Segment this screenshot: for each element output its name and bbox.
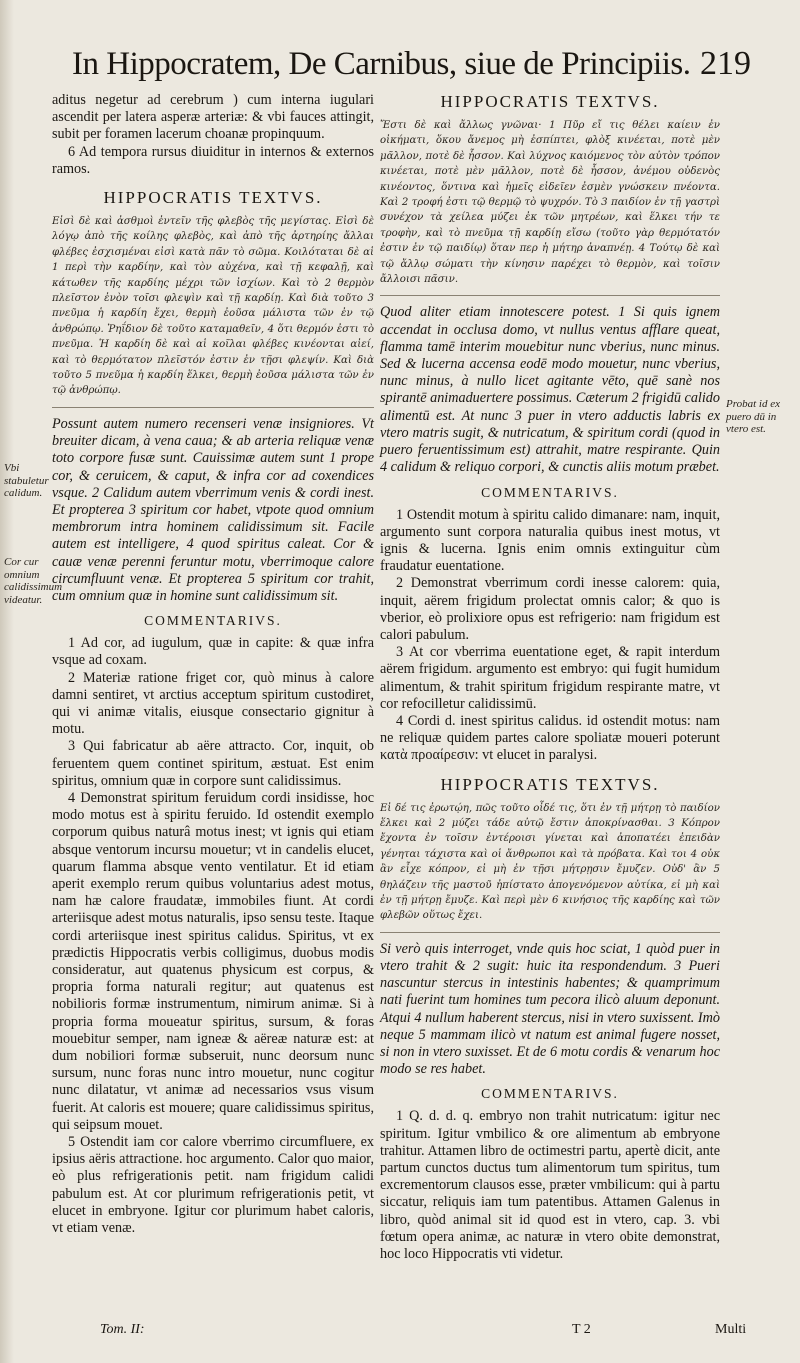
commentary-2-item-2: 2 Demonstrat vberrimum cordi inesse calorem: quia, inquit, aërem frigidum prolectat omnis calor; & quo is vberior, eò prolixiore opus est refrigerio: nam frigidum est calori pabulum. xyxy=(380,575,720,643)
commentary-1-item-2: 2 Materiæ ratione friget cor, quò minus à calore damni sentiret, vt arctius acceptum spiritum custodiret, qui vi animæ vitalis, eiusque consectario gignitur à motu. xyxy=(52,669,374,738)
running-head: In Hippocratem, De Carnibus, siue de Principiis. xyxy=(72,46,691,82)
latin-translation-3: Si verò quis interroget, vnde quis hoc sciat, 1 quòd puer in vtero trahit & 2 sugit: huic ita respondendum. 3 Pueri nascuntur stercus in intestinis habentes; & quamprimum nati fuerint tum homines tum pecora ilicò aluum deponunt. Atqui 4 nullum haberent stercus, nisi in vtero suxissent. Imò neque 5 mammam ilicò vt natum est animal fugere nosset, si non in vtero suxisset. Et de 6 motu cordis & venarum hoc modo se res habet. xyxy=(380,940,720,1078)
footer-catchword: Multi xyxy=(715,1322,747,1337)
divider-rule xyxy=(52,407,374,408)
commentary-heading-2: COMMENTARIVS. xyxy=(481,484,619,500)
commentary-1-item-4: 4 Demonstrat spiritum feruidum cordi insidisse, hoc modo motus est à spiritu feruido. Id ostendit exemplo corporum quibus naturâ motus inest; vt ignis qui etiam absque ventorum incursu mouetur; vt in candelis elucet, quarum flamma absque vento ventilatur. Et id etiam aperit exemplo rerum quibus voluntarius adest motus, nam hæ calore fraudatæ, immobiles fiunt. At cordi arteriisque adest motus naturalis, ipso sensu teste. Itaque cordi arteriisque inest spiritus calidus. Spiritus, vt ex prædictis Hippocratis verbis colligimus, duobus modis consideratur, aut quatenus physicum est corpus, & propria forma naturali regitur; aut quatenus est nobilioris formæ instrumentum, nimirum animæ. Si à propria forma moueatur spiritus, sursum, & foras mouebitur semper, nam igneæ & aëreæ naturæ est: at dum nobiliori formæ subseruit, nunc deorsum nunc sursum, nunc foras nunc intro mouetur, nunc cogitur nunc dilatatur, vt animæ ad necessarios vsus visum fuerit. At caloris est mouere; quare calidissimus spiritus, qui seipsum mouet. xyxy=(52,789,374,1133)
greek-text-2: Ἔστι δὲ καὶ ἄλλως γνῶναι· 1 Πῦρ εἴ τις θέλει καίειν ἐν οἰκήματι, ὅκου ἄνεμος μὴ ἐσπίπτει, φλὸξ κινέεται, ποτὲ μὲν μᾶλλον, ποτὲ δὲ ἧσσον. Καὶ λύχνος καιόμενος τὸν αὐτὸν τρόπον κινέεται, ποτὲ μὲν μᾶλλον, ποτὲ δὲ ἧσσον, ἀνέμου οὐδενὸς κινέοντος, ὅντινα καὶ ἡμεῖς εἰδεῖεν ἐσμὲν γνώσκειν πνέοντα. Καὶ 2 τροφή ἐστι τῷ θερμῷ τὸ ψυχρόν. Τὸ 3 παιδίον ἐν τῇ γαστρὶ συνέχον τὰ χείλεα μύζει ἐκ τῶν μητρέων, καὶ ἕλκει τήν τε τροφὴν, καὶ τὸ πνεῦμα τῇ καρδίῃ εἴσω (τοῦτο γὰρ θερμότατόν ἐστιν ἐν τῷ παιδίῳ) ὅταν περ ἡ μήτηρ ἀναπνέῃ. 4 Τούτῳ δὲ καὶ τῷ ἄλλῳ σώματι τὴν κίνησιν παρέχει τὸ θερμὸν, καὶ τοῖσιν ἄλλοισι πᾶσιν. xyxy=(380,120,720,286)
margin-note-right-a: Probat id ex puero dū in vtero est. xyxy=(726,398,780,435)
intro-text: aditus negetur ad cerebrum ) cum interna iugulari ascendit per latera asperæ arteriæ: & vbi fauces attingit, subit per foramen lacerum choanæ propinquum. xyxy=(52,92,374,143)
commentary-2-item-1: 1 Ostendit motum à spiritu calido dimanare: nam, inquit, argumento sunt corpora naturalia quibus inest motus, vt ignis & lucerna. Ignis enim omnis extinguitur cùm fraudatur euentatione. xyxy=(380,506,720,575)
margin-note-left-a: Vbi stabuletur calidum. xyxy=(4,462,49,499)
page-number: 219 xyxy=(700,45,751,82)
commentary-2-item-4: 4 Cordi d. inest spiritus calidus. id ostendit motus: nam ne reliquæ quidem partes calore spoliatæ moueri poterunt κατὰ προαίρεσιν: vt elucet in paralysi. xyxy=(380,712,720,764)
commentary-3-item-1: 1 Q. d. d. q. embryo non trahit nutricatum: igitur nec spiritum. Igitur vmbilico & ore alimentum ab embryone trahitur. Attamen libro de octimestri partu, apertè dicit, ante partum cunctos ductus tum alimentorum tum spiritus, tum excrementorum clausos esse, præter vmbilicum: qui à partu siccatur, reliquis iam tum patentibus. Attamen Galenus in libro, quòd animal sit id quod est in vtero, cap. 3. vbi fœtum opera animæ, ac naturæ in vtero obite demonstrat, hoc loco Hippocratis vti videtur. xyxy=(380,1108,720,1263)
footer-volume: Tom. II: xyxy=(100,1322,145,1337)
commentary-heading-3: COMMENTARIVS. xyxy=(481,1086,619,1102)
divider-rule xyxy=(380,295,720,296)
greek-text-3: Εἰ δέ τις ἐρωτῴη, πῶς τοῦτο οἶδέ τις, ὅτι ἐν τῇ μήτρῃ τὸ παιδίον ἕλκει καὶ 2 μύζει τάδε αὐτῷ ἔστιν ἀποκρίνασθαι. 3 Κόπρον ἔχοντα ἐν τοῖσιν ἐντέροισι γίνεται καὶ ἀποπατέει ἐπειδὰν γένηται τάχιστα καὶ οἱ ἄνθρωποι καὶ τὰ πρόβατα. Καὶ τοι 4 οὐκ ἂν εἶχε κόπρον, εἰ μὴ ἐν τῇσι μήτρῃσιν ἔμυζεν. Οὐδ' ἂν 5 θηλάζειν τῆς μαστοῦ ἠπίστατο ἀπογενόμενον αὐτίκα, εἰ μὴ καὶ ἐν τῇ μήτρῃ ἔμυζε. Καὶ περὶ μὲν 6 κινήσιος τῆς καρδίης καὶ τῶν φλεβῶν οὕτως ἔχει. xyxy=(380,802,720,922)
commentary-1-item-1: 1 Ad cor, ad iugulum, quæ in capite: & quæ infra vsque ad coxam. xyxy=(52,635,374,669)
commentary-1-item-5: 5 Ostendit iam cor calore vberrimo circumfluere, ex ipsius aëris attractione. hoc argumento. Calor quo maior, eò plus refrigerationis petit. nam frigidum calidi pabulum est. At cor plurimum refrigerationis petit, vt elucet in embryone. Igitur cor plurimum habet caloris, vt etiam venæ. xyxy=(52,1134,374,1237)
divider-rule xyxy=(380,932,720,933)
intro-item-6: 6 Ad tempora rursus diuiditur in internos & externos ramos. xyxy=(52,143,374,177)
right-column xyxy=(380,92,720,1263)
footer-signature: T 2 xyxy=(572,1322,591,1337)
section-heading-3: HIPPOCRATIS TEXTVS. xyxy=(440,774,660,794)
greek-text-1: Εἰσὶ δὲ καὶ ἀσθμοὶ ἐντεῖν τῆς φλεβὸς τῆς μεγίστας. Εἰσὶ δὲ λόγῳ ἀπὸ τῆς κοίλης φλεβὸς, καὶ ἀπὸ τῆς ἀρτηρίης ἄλλαι φλέβες ἐσχισμέναι εἰσὶ κατὰ πᾶν τὸ σῶμα. Κοιλόταται δὲ αἱ 1 περὶ τὴν καρδίην, καὶ τὸν αὐχένα, καὶ τῇ κεφαλῇ, καὶ κάτωθεν τῆς καρδίης μέχρι τῶν ἰσχίων. Καὶ τὸ 2 θερμὸν πλεῖστον ἐνὸν τοῖσι φλεψὶν καὶ τῇ καρδίῃ. Καὶ διὰ τοῦτο 3 πνεῦμα ἡ καρδίη ἔχει, θερμὴ ἐοῦσα μάλιστα τῶν ἐν τῷ ἀνθρώπῳ. Ῥηΐδιον δὲ τοῦτο καταμαθεῖν, 4 ὅτι θερμόν ἐστι τὸ πνεῦμα. Ἡ καρδίη δὲ καὶ αἱ κοῖλαι φλέβες κινέονται αἰεί, καὶ τὸ θερμότατον πλεῖστόν ἐστιν ἐν τῇσι φλεψίν. Καὶ διὰ τοῦτο 5 πνεῦμα ἡ καρδίη ἕλκει, θερμὴ ἐοῦσα μάλιστα τῶν ἐν τῷ ἀνθρώπῳ. xyxy=(52,216,374,397)
page-gutter-shadow xyxy=(0,0,14,1363)
latin-translation-2: Quod aliter etiam innotescere potest. 1 Si quis ignem accendat in occlusa domo, vt nullus ventus afflare queat, flamma tamē interim mouebitur nunc vberius, nunc minus. Sed & lucerna accensa eodē modo mouetur, nunc vberius, nunc minus, à nullo licet agitante vēto, quē sanè nos spirantē animaduertere possimus. Cæterum 2 frigidū calido alimentū est. At nunc 3 puer in vtero adductis labris ex vtero matris sugit, & nutricatum, & spiritum cordi (quod in puero feruentissimum est) attrahit, matre respirante. Quin 4 calidum & reliquo corpori, & cunctis aliis motum præbet. xyxy=(380,304,720,476)
commentary-1-item-3: 3 Qui fabricatur ab aëre attracto. Cor, inquit, ob feruentem quem continet spiritum, æstuat. Est enim spiritus, omnium quæ in corpore sunt calidissimus. xyxy=(52,738,374,789)
margin-note-left-b: Cor cur omnium calidissimum videatur. xyxy=(4,556,63,606)
section-heading-2: HIPPOCRATIS TEXTVS. xyxy=(440,92,660,111)
left-column xyxy=(52,92,374,1237)
latin-translation-1: Possunt autem numero recenseri venæ insigniores. Vt breuiter dicam, à vena caua; & ab arteria reliquæ venæ toto corpore fusæ sunt. Cauissimæ autem sunt 1 prope cor, & ceruicem, & caput, & infra cor ad coxendices vsque. 2 Calidum autem vberrimum venis & cordi inest. Et propterea 3 spiritum cor habet, vtpote quod omnium membrorum intra hominem calidissimum sit. Facile autem est intelligere, 4 quod spiritus caleat. Cor & cauæ venæ perenni feruntur motu, vberrimoque calore circumfluunt venæ. Et propterea 5 spiritum cor trahit, cum omnium quæ in homine sunt calidissimum sit. xyxy=(52,415,374,604)
section-heading-1: HIPPOCRATIS TEXTVS. xyxy=(103,188,323,208)
commentary-2-item-3: 3 At cor vberrima euentatione eget, & rapit interdum aërem frigidum. argumento est embryo: qui fugit humidum alimentum, & trahit spiritum frigidum respirante matre, vt cor refocilletur calidissimū. xyxy=(380,644,720,712)
commentary-heading-1: COMMENTARIVS. xyxy=(144,613,282,629)
